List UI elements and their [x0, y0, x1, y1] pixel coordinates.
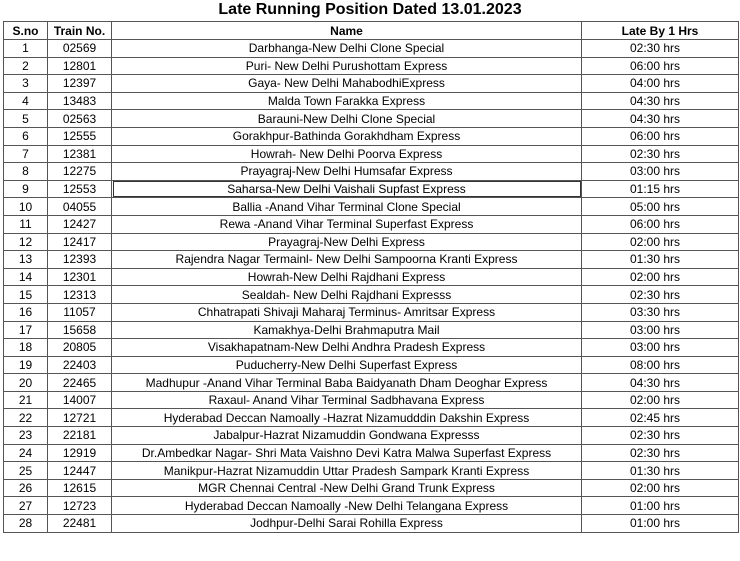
table-row	[4, 339, 739, 357]
cell-late-by[interactable]: 08:00 hrs	[582, 356, 739, 374]
cell-train-no[interactable]: 12417	[48, 233, 112, 251]
cell-name[interactable]: Rajendra Nagar Termainl- New Delhi Sampoorna Kranti Express	[112, 251, 582, 269]
table-row	[4, 427, 739, 445]
cell-late-by[interactable]: 02:45 hrs	[582, 409, 739, 427]
cell-late-by[interactable]: 02:30 hrs	[582, 40, 739, 58]
cell-late-by[interactable]: 02:00 hrs	[582, 391, 739, 409]
table-row	[4, 251, 739, 269]
cell-late-by[interactable]: 03:00 hrs	[582, 339, 739, 357]
cell-train-no[interactable]: 12723	[48, 497, 112, 515]
cell-sno[interactable]: 12	[4, 233, 48, 251]
cell-sno[interactable]: 25	[4, 462, 48, 480]
cell-sno[interactable]: 18	[4, 339, 48, 357]
cell-train-no[interactable]: 12275	[48, 163, 112, 181]
table-row	[4, 127, 739, 145]
cell-sno[interactable]: 7	[4, 145, 48, 163]
cell-train-no[interactable]: 15658	[48, 321, 112, 339]
cell-late-by[interactable]: 04:30 hrs	[582, 374, 739, 392]
cell-name[interactable]: Ballia -Anand Vihar Terminal Clone Special	[112, 198, 582, 216]
cell-sno[interactable]: 19	[4, 356, 48, 374]
cell-sno[interactable]: 11	[4, 215, 48, 233]
cell-sno[interactable]: 1	[4, 40, 48, 58]
cell-late-by[interactable]: 04:30 hrs	[582, 92, 739, 110]
table-row	[4, 180, 739, 198]
cell-train-no[interactable]: 22465	[48, 374, 112, 392]
cell-train-no[interactable]: 14007	[48, 391, 112, 409]
cell-sno[interactable]: 4	[4, 92, 48, 110]
cell-name[interactable]: Prayagraj-New Delhi Humsafar Express	[112, 163, 582, 181]
cell-name[interactable]: Madhupur -Anand Vihar Terminal Baba Baidyanath Dham Deoghar Express	[112, 374, 582, 392]
cell-late-by[interactable]: 02:30 hrs	[582, 444, 739, 462]
cell-name[interactable]: MGR Chennai Central -New Delhi Grand Trunk Express	[112, 479, 582, 497]
cell-train-no[interactable]: 04055	[48, 198, 112, 216]
cell-train-no[interactable]: 12393	[48, 251, 112, 269]
table-row	[4, 497, 739, 515]
cell-late-by[interactable]: 01:15 hrs	[582, 180, 739, 198]
table-row	[4, 374, 739, 392]
cell-train-no[interactable]: 12615	[48, 479, 112, 497]
cell-late-by[interactable]: 02:00 hrs	[582, 233, 739, 251]
cell-sno[interactable]: 17	[4, 321, 48, 339]
cell-late-by[interactable]: 05:00 hrs	[582, 198, 739, 216]
cell-sno[interactable]: 6	[4, 127, 48, 145]
cell-sno[interactable]: 26	[4, 479, 48, 497]
cell-train-no[interactable]: 22403	[48, 356, 112, 374]
cell-name[interactable]: Barauni-New Delhi Clone Special	[112, 110, 582, 128]
cell-train-no[interactable]: 12555	[48, 127, 112, 145]
cell-name[interactable]: Manikpur-Hazrat Nizamuddin Uttar Pradesh Sampark Kranti Express	[112, 462, 582, 480]
cell-name[interactable]: Jodhpur-Delhi Sarai Rohilla Express	[112, 515, 582, 533]
cell-sno[interactable]: 15	[4, 286, 48, 304]
cell-name[interactable]: Dr.Ambedkar Nagar- Shri Mata Vaishno Devi Katra Malwa Superfast Express	[112, 444, 582, 462]
cell-late-by[interactable]: 06:00 hrs	[582, 127, 739, 145]
cell-train-no[interactable]: 12427	[48, 215, 112, 233]
cell-name[interactable]: Raxaul- Anand Vihar Terminal Sadbhavana Express	[112, 391, 582, 409]
cell-train-no[interactable]: 02563	[48, 110, 112, 128]
cell-name[interactable]: Saharsa-New Delhi Vaishali Supfast Express	[112, 180, 582, 198]
cell-train-no[interactable]: 20805	[48, 339, 112, 357]
cell-name[interactable]: Prayagraj-New Delhi Express	[112, 233, 582, 251]
column-header-name[interactable]: Name	[112, 22, 582, 40]
cell-late-by[interactable]: 02:00 hrs	[582, 479, 739, 497]
header-row	[4, 22, 739, 40]
table-row	[4, 444, 739, 462]
cell-late-by[interactable]: 06:00 hrs	[582, 57, 739, 75]
table-row	[4, 110, 739, 128]
cell-sno[interactable]: 24	[4, 444, 48, 462]
cell-name[interactable]: Puri- New Delhi Purushottam Express	[112, 57, 582, 75]
cell-late-by[interactable]: 02:30 hrs	[582, 145, 739, 163]
late-running-table	[3, 21, 739, 533]
table-row	[4, 163, 739, 181]
table-row	[4, 462, 739, 480]
cell-train-no[interactable]: 12447	[48, 462, 112, 480]
cell-name[interactable]: Chhatrapati Shivaji Maharaj Terminus- Amritsar Express	[112, 303, 582, 321]
cell-late-by[interactable]: 01:00 hrs	[582, 497, 739, 515]
cell-train-no[interactable]: 22481	[48, 515, 112, 533]
cell-name[interactable]: Jabalpur-Hazrat Nizamuddin Gondwana Expresss	[112, 427, 582, 445]
cell-sno[interactable]: 27	[4, 497, 48, 515]
cell-train-no[interactable]: 13483	[48, 92, 112, 110]
cell-sno[interactable]: 3	[4, 75, 48, 93]
cell-name[interactable]: Hyderabad Deccan Namoally -Hazrat Nizamudddin Dakshin Express	[112, 409, 582, 427]
cell-name[interactable]: Rewa -Anand Vihar Terminal Superfast Express	[112, 215, 582, 233]
cell-name[interactable]: Visakhapatnam-New Delhi Andhra Pradesh Express	[112, 339, 582, 357]
table-row	[4, 286, 739, 304]
table-row	[4, 321, 739, 339]
cell-late-by[interactable]: 02:30 hrs	[582, 427, 739, 445]
cell-train-no[interactable]: 12919	[48, 444, 112, 462]
column-header-late-by[interactable]: Late By 1 Hrs	[582, 22, 739, 40]
cell-name[interactable]: Howrah- New Delhi Poorva Express	[112, 145, 582, 163]
cell-name[interactable]: Malda Town Farakka Express	[112, 92, 582, 110]
table-row	[4, 391, 739, 409]
cell-train-no[interactable]: 12801	[48, 57, 112, 75]
cell-sno[interactable]: 10	[4, 198, 48, 216]
cell-sno[interactable]: 2	[4, 57, 48, 75]
cell-train-no[interactable]: 12397	[48, 75, 112, 93]
table-row	[4, 40, 739, 58]
table-row	[4, 515, 739, 533]
table-row	[4, 92, 739, 110]
table-row	[4, 57, 739, 75]
cell-sno[interactable]: 14	[4, 268, 48, 286]
cell-name[interactable]: Sealdah- New Delhi Rajdhani Expresss	[112, 286, 582, 304]
cell-train-no[interactable]: 11057	[48, 303, 112, 321]
table-row	[4, 409, 739, 427]
cell-late-by[interactable]: 04:00 hrs	[582, 75, 739, 93]
cell-sno[interactable]: 16	[4, 303, 48, 321]
cell-train-no[interactable]: 22181	[48, 427, 112, 445]
cell-sno[interactable]: 21	[4, 391, 48, 409]
cell-late-by[interactable]: 02:00 hrs	[582, 268, 739, 286]
cell-sno[interactable]: 8	[4, 163, 48, 181]
cell-sno[interactable]: 20	[4, 374, 48, 392]
cell-late-by[interactable]: 02:30 hrs	[582, 286, 739, 304]
cell-sno[interactable]: 28	[4, 515, 48, 533]
cell-train-no[interactable]: 12553	[48, 180, 112, 198]
column-header-sno[interactable]: S.no	[4, 22, 48, 40]
cell-sno[interactable]: 5	[4, 110, 48, 128]
cell-late-by[interactable]: 03:30 hrs	[582, 303, 739, 321]
cell-sno[interactable]: 22	[4, 409, 48, 427]
cell-late-by[interactable]: 01:30 hrs	[582, 462, 739, 480]
table-row	[4, 356, 739, 374]
cell-late-by[interactable]: 06:00 hrs	[582, 215, 739, 233]
table-row	[4, 233, 739, 251]
table-row	[4, 215, 739, 233]
table-body	[4, 40, 739, 533]
cell-sno[interactable]: 23	[4, 427, 48, 445]
column-header-train-no[interactable]: Train No.	[48, 22, 112, 40]
cell-train-no[interactable]: 12721	[48, 409, 112, 427]
cell-name[interactable]: Howrah-New Delhi Rajdhani Express	[112, 268, 582, 286]
cell-train-no[interactable]: 12301	[48, 268, 112, 286]
cell-late-by[interactable]: 04:30 hrs	[582, 110, 739, 128]
table-row	[4, 75, 739, 93]
cell-name[interactable]: Gaya- New Delhi MahabodhiExpress	[112, 75, 582, 93]
cell-train-no[interactable]: 12313	[48, 286, 112, 304]
cell-late-by[interactable]: 03:00 hrs	[582, 321, 739, 339]
cell-name[interactable]: Hyderabad Deccan Namoally -New Delhi Telangana Express	[112, 497, 582, 515]
cell-name[interactable]: Puducherry-New Delhi Superfast Express	[112, 356, 582, 374]
table-row	[4, 145, 739, 163]
cell-late-by[interactable]: 01:00 hrs	[582, 515, 739, 533]
cell-name[interactable]: Darbhanga-New Delhi Clone Special	[112, 40, 582, 58]
cell-name[interactable]: Kamakhya-Delhi Brahmaputra Mail	[112, 321, 582, 339]
table-row	[4, 479, 739, 497]
table-row	[4, 303, 739, 321]
cell-sno[interactable]: 9	[4, 180, 48, 198]
cell-late-by[interactable]: 01:30 hrs	[582, 251, 739, 269]
cell-name[interactable]: Gorakhpur-Bathinda Gorakhdham Express	[112, 127, 582, 145]
cell-sno[interactable]: 13	[4, 251, 48, 269]
table-row	[4, 268, 739, 286]
page-title: Late Running Position Dated 13.01.2023	[218, 1, 522, 18]
cell-train-no[interactable]: 12381	[48, 145, 112, 163]
cell-train-no[interactable]: 02569	[48, 40, 112, 58]
table-row	[4, 198, 739, 216]
cell-late-by[interactable]: 03:00 hrs	[582, 163, 739, 181]
